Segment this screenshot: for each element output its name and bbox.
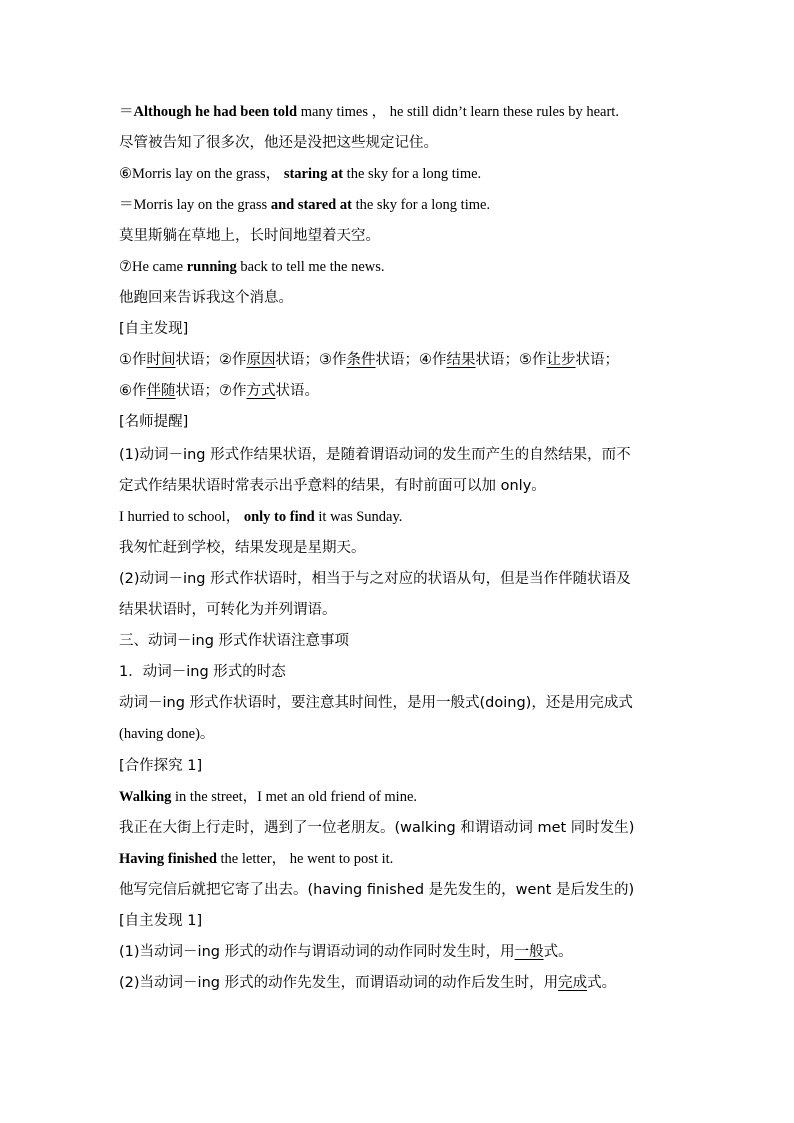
example-having-finished: [119, 849, 679, 869]
section-heading-teacher-tips: [名师提醒]: [119, 414, 189, 430]
discovery-1-answer-1: [119, 942, 679, 962]
answer-blank: 结果: [446, 352, 476, 368]
text: the sky for a long time.: [351, 197, 491, 213]
bold-phrase: Walking: [119, 789, 172, 805]
translation-7: 他跑回来告诉我这个消息。: [119, 290, 293, 306]
text: in the street，I met an old friend of mine.: [171, 789, 418, 805]
text: I hurried to school，: [119, 509, 244, 525]
answer-blank: 一般: [514, 944, 544, 960]
tense-explanation-line-1: 动词－ing 形式作状语时，要注意其时间性，是用一般式(doing)，还是用完成式: [119, 695, 633, 711]
subsection-1-title: 1．动词－ing 形式的时态: [119, 664, 286, 680]
translation-having-finished: 他写完信后就把它寄了出去。(having finished 是先发生的，went 是后发生的): [119, 882, 635, 898]
text: ＝: [119, 104, 134, 120]
text: ⑥作: [119, 383, 147, 399]
translation-6: 莫里斯躺在草地上，长时间地望着天空。: [119, 228, 380, 244]
bold-phrase: Although he had been told: [133, 104, 298, 120]
answer-blank: 让步: [546, 352, 576, 368]
text: 状语；⑦作: [175, 383, 247, 399]
example-only-to-find: [119, 507, 679, 527]
text: 式。: [543, 944, 573, 960]
example-sentence-6: [119, 164, 679, 184]
tip-1-line-2: 定式作结果状语时常表示出乎意料的结果，有时前面可以加 only。: [119, 478, 546, 494]
answer-blank: 完成: [558, 975, 588, 991]
text: 式。: [587, 975, 617, 991]
text: (1)当动词－ing 形式的动作与谓语动词的动作同时发生时，用: [119, 944, 515, 960]
answer-blank: 方式: [246, 383, 276, 399]
text: it was Sunday.: [314, 509, 403, 525]
example-sentence-5b: [119, 102, 679, 122]
bold-phrase: and stared at: [270, 197, 352, 213]
discovery-answers-line-1: [119, 350, 679, 370]
text: ①作: [119, 352, 147, 368]
section-heading-cooperative-inquiry: [合作探究 1]: [119, 758, 203, 774]
section-3-title: 三、动词－ing 形式作状语注意事项: [119, 633, 350, 649]
text: 状语；: [575, 352, 619, 368]
text: ＝Morris lay on the grass: [119, 197, 271, 213]
discovery-1-answer-2: [119, 973, 679, 993]
text: 状语；③作: [275, 352, 347, 368]
translation-walking: 我正在大街上行走时，遇到了一位老朋友。(walking 和谓语动词 met 同时发生): [119, 820, 635, 836]
example-sentence-6b: [119, 195, 679, 215]
text: (2)当动词－ing 形式的动作先发生，而谓语动词的动作后发生时，用: [119, 975, 559, 991]
answer-blank: 原因: [246, 352, 276, 368]
discovery-answers-line-2: [119, 381, 679, 401]
answer-blank: 时间: [146, 352, 176, 368]
text: ⑥Morris lay on the grass，: [119, 166, 284, 182]
section-heading-self-discovery: [自主发现]: [119, 321, 189, 337]
tip-2-line-2: 结果状语时，可转化为并列谓语。: [119, 602, 337, 618]
example-walking: [119, 787, 679, 807]
text: the letter， he went to post it.: [216, 851, 394, 867]
text: the sky for a long time.: [343, 166, 482, 182]
translation-only-to-find: 我匆忙赶到学校，结果发现是星期天。: [119, 540, 366, 556]
text: many times ， he still didn’t learn these rules by heart.: [297, 104, 619, 120]
text: ⑦He came: [119, 259, 187, 275]
bold-phrase: staring at: [283, 166, 344, 182]
tense-explanation-line-2: (having done)。: [119, 726, 215, 742]
tip-1-line-1: (1)动词－ing 形式作结果状语，是随着谓语动词的发生而产生的自然结果，而不: [119, 447, 631, 463]
text: 状语；②作: [175, 352, 247, 368]
text: 状语。: [275, 383, 319, 399]
translation-5b: 尽管被告知了很多次，他还是没把这些规定记住。: [119, 135, 438, 151]
example-sentence-7: [119, 257, 679, 277]
tip-2-line-1: (2)动词－ing 形式作状语时，相当于与之对应的状语从句，但是当作伴随状语及: [119, 571, 631, 587]
section-heading-self-discovery-1: [自主发现 1]: [119, 913, 203, 929]
text: 状语；④作: [375, 352, 447, 368]
answer-blank: 伴随: [146, 383, 176, 399]
bold-phrase: only to find: [243, 509, 315, 525]
bold-phrase: running: [186, 259, 237, 275]
text: 状语；⑤作: [475, 352, 547, 368]
text: back to tell me the news.: [236, 259, 385, 275]
answer-blank: 条件: [346, 352, 376, 368]
bold-phrase: Having finished: [119, 851, 217, 867]
